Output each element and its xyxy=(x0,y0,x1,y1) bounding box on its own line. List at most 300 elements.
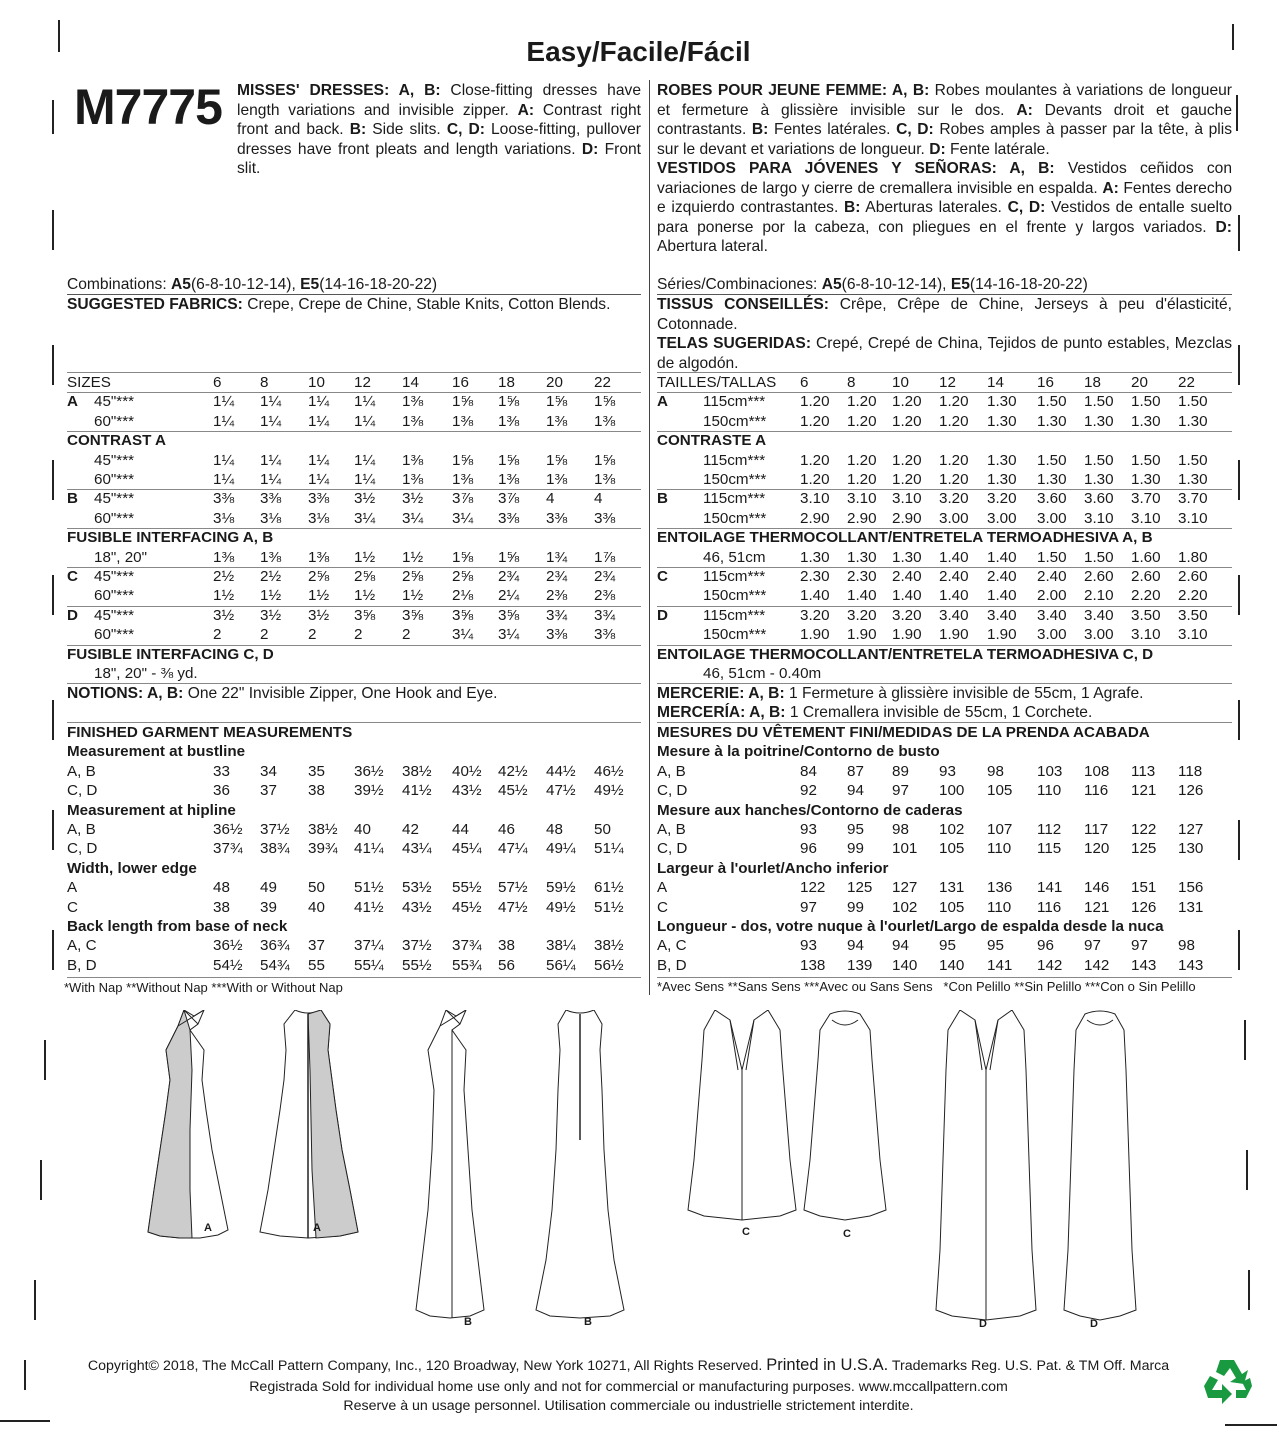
yardage-cell: 1.40 xyxy=(987,548,1017,566)
fabric-width-label: 115cm*** xyxy=(703,393,766,411)
measurement-cell: 48 xyxy=(546,821,563,838)
yardage-cell: 1.30 xyxy=(1131,412,1161,430)
measurement-cell: 107 xyxy=(987,821,1013,838)
measurement-cell: 105 xyxy=(987,782,1013,800)
yardage-cell: 2½ xyxy=(260,568,282,585)
measurement-cell: 38 xyxy=(213,898,230,916)
measurement-cell: 92 xyxy=(800,782,817,800)
notions-en: NOTIONS: A, B: One 22" Invisible Zipper, One Hook and Eye. xyxy=(67,685,498,702)
measurement-row xyxy=(67,859,641,879)
yardage-cell: 1.20 xyxy=(939,393,969,411)
measurement-cell: 42½ xyxy=(498,762,528,780)
measurement-cell: 101 xyxy=(892,840,918,858)
notions-fr: MERCERIE: A, B: 1 Fermeture à glissière invisible de 55cm, 1 Agrafe. xyxy=(657,685,1144,702)
measurement-cell: 38 xyxy=(498,937,515,955)
measurement-cell: 151 xyxy=(1131,879,1157,897)
yardage-cell: 2.40 xyxy=(892,568,922,585)
fabric-width-label: 45"*** xyxy=(94,606,135,624)
combinations-fr: Séries/Combinaciones: A5(6-8-10-12-14), E5(14-16-18-20-22) xyxy=(657,276,1088,293)
view-letter: A xyxy=(67,393,78,411)
yardage-cell: 1.60 xyxy=(1131,548,1161,566)
yardage-cell: 3.10 xyxy=(1084,509,1114,527)
table-row xyxy=(67,431,641,451)
yardage-cell: 2.60 xyxy=(1084,568,1114,585)
fabric-width-label: 60"*** xyxy=(94,471,135,488)
yardage-cell: 2.00 xyxy=(1037,587,1067,605)
yardage-cell: 1⅜ xyxy=(594,412,616,430)
size-column-header: 6 xyxy=(213,374,222,391)
table-row xyxy=(657,548,1232,568)
measurement-cell: 97 xyxy=(800,898,817,916)
table-row xyxy=(657,509,1232,529)
fabric-width-label: 115cm*** xyxy=(703,451,766,469)
measurement-cell: 138 xyxy=(800,956,826,974)
view-label: A xyxy=(204,1222,212,1234)
measurement-cell: 99 xyxy=(847,840,864,858)
fabrics-en: SUGGESTED FABRICS: Crepe, Crepe de Chine, Stable Knits, Cotton Blends. xyxy=(67,296,611,313)
yardage-cell: 2.90 xyxy=(892,509,922,527)
yardage-cell: 1.20 xyxy=(939,471,969,488)
measurement-cell: 47½ xyxy=(498,898,528,916)
measurement-row xyxy=(67,936,641,956)
yardage-cell: 1½ xyxy=(308,587,330,605)
yardage-cell: 2¾ xyxy=(498,568,520,585)
measurement-view-label: A, C xyxy=(657,937,687,955)
yardage-cell: 1.20 xyxy=(939,451,969,469)
measurement-cell: 98 xyxy=(987,762,1004,780)
yardage-cell: 3⅜ xyxy=(594,509,616,527)
measurement-cell: 46 xyxy=(498,821,515,838)
yardage-cell: 1.50 xyxy=(1131,393,1161,411)
yardage-cell: 1.20 xyxy=(939,412,969,430)
measurement-row xyxy=(657,936,1232,956)
yardage-cell: 1.30 xyxy=(1178,471,1208,488)
measurement-cell: 99 xyxy=(847,898,864,916)
yardage-cell: 3.10 xyxy=(800,490,830,508)
yardage-cell: 3¼ xyxy=(452,626,474,644)
yardage-cell: 2 xyxy=(213,626,222,644)
yardage-cell: 3⅜ xyxy=(594,626,616,644)
measurement-heading: Mesure à la poitrine/Contorno de busto xyxy=(657,743,940,761)
view-label: B xyxy=(464,1316,472,1328)
fabric-width-label: 45"*** xyxy=(94,568,135,585)
measurement-row xyxy=(657,878,1232,898)
measurement-cell: 118 xyxy=(1178,762,1203,780)
measurement-heading: Measurement at hipline xyxy=(67,801,236,819)
measurement-cell: 36½ xyxy=(354,762,384,780)
yardage-cell: 1¼ xyxy=(260,451,282,469)
table-row xyxy=(657,645,1232,665)
yardage-cell: 2¼ xyxy=(498,587,520,605)
view-label: A xyxy=(313,1222,321,1234)
measurement-cell: 84 xyxy=(800,762,817,780)
yardage-cell: 2.90 xyxy=(800,509,830,527)
yardage-cell: 3¼ xyxy=(402,509,424,527)
yardage-cell: 3.20 xyxy=(892,606,922,624)
yardage-cell: 3½ xyxy=(213,606,235,624)
yardage-cell: 1.90 xyxy=(847,626,877,644)
yardage-cell: 1.30 xyxy=(1084,412,1114,430)
yardage-cell: 3.20 xyxy=(939,490,969,508)
yardage-cell: 3⅝ xyxy=(354,606,376,624)
yardage-cell: 3.00 xyxy=(939,509,969,527)
yardage-cell: 3¾ xyxy=(546,606,568,624)
yardage-cell: 1.30 xyxy=(1037,412,1067,430)
yardage-cell: 1.90 xyxy=(800,626,830,644)
yardage-cell: 2⅜ xyxy=(594,587,616,605)
measurement-cell: 51½ xyxy=(594,898,624,916)
measurement-cell: 96 xyxy=(1037,937,1054,955)
yardage-cell: 3⅛ xyxy=(308,509,330,527)
size-column-header: 12 xyxy=(354,374,371,391)
measurement-cell: 38¾ xyxy=(260,840,290,858)
yardage-cell: 3.50 xyxy=(1131,606,1161,624)
table-row xyxy=(657,470,1232,490)
measurement-heading: Mesure aux hanches/Contorno de caderas xyxy=(657,801,963,819)
measurement-cell: 156 xyxy=(1178,879,1204,897)
yardage-cell: 1⅜ xyxy=(308,548,330,566)
yardage-cell: 3¼ xyxy=(498,626,520,644)
measurement-cell: 37 xyxy=(308,937,325,955)
measurement-cell: 36 xyxy=(213,782,230,800)
yardage-cell: 1.50 xyxy=(1037,393,1067,411)
table-section-heading: FUSIBLE INTERFACING C, D xyxy=(67,645,274,663)
yardage-cell: 1.40 xyxy=(939,548,969,566)
copyright-line-1: Copyright© 2018, The McCall Pattern Company, Inc., 120 Broadway, New York 10271, All Rights Reserved. Printed in U.S.A. Trademarks Reg. U.S. Pat. & TM Off. Marca xyxy=(87,1356,1170,1374)
yardage-cell: 2.30 xyxy=(800,568,830,585)
yardage-cell: 1.50 xyxy=(1084,451,1114,469)
measurement-cell: 108 xyxy=(1084,762,1110,780)
yardage-cell: 1⅜ xyxy=(452,471,474,488)
measurement-cell: 110 xyxy=(987,898,1012,916)
size-column-header: 18 xyxy=(498,374,515,391)
yardage-cell: 2.90 xyxy=(847,509,877,527)
measurement-view-label: C, D xyxy=(657,840,688,858)
yardage-cell: 1⅝ xyxy=(546,393,568,411)
view-letter: D xyxy=(67,606,78,624)
yardage-cell: 1.30 xyxy=(1037,471,1067,488)
yardage-cell: 1.30 xyxy=(1084,471,1114,488)
fabric-width-label: 18", 20" xyxy=(94,548,148,566)
yardage-cell: 1.20 xyxy=(800,393,830,411)
measurement-cell: 40 xyxy=(354,821,371,838)
yardage-cell: 1⅝ xyxy=(594,393,616,411)
measurement-cell: 117 xyxy=(1084,821,1109,838)
yardage-cell: 1¼ xyxy=(213,451,235,469)
yardage-cell: 3⅜ xyxy=(213,490,235,508)
yardage-cell: 1⅝ xyxy=(452,451,474,469)
measurement-row xyxy=(657,859,1232,879)
yardage-cell: 3.10 xyxy=(1178,509,1208,527)
measurement-row xyxy=(67,839,641,859)
measurement-view-label: A xyxy=(657,879,668,897)
measurement-cell: 39½ xyxy=(354,782,384,800)
measurement-cell: 122 xyxy=(800,879,826,897)
yardage-cell: 3½ xyxy=(354,490,376,508)
measurement-cell: 38½ xyxy=(308,821,338,838)
measurement-cell: 44 xyxy=(452,821,469,838)
yardage-cell: 3.40 xyxy=(939,606,969,624)
measurement-row xyxy=(657,839,1232,859)
yardage-cell: 2 xyxy=(402,626,411,644)
yardage-cell: 1.30 xyxy=(987,393,1017,411)
yardage-cell: 3⅝ xyxy=(452,606,474,624)
measurement-cell: 37¾ xyxy=(452,937,482,955)
measurement-cell: 97 xyxy=(1084,937,1101,955)
table-row xyxy=(67,606,641,626)
column-divider xyxy=(649,80,650,995)
yardage-cell: 1.20 xyxy=(847,393,877,411)
yardage-cell: 3⅛ xyxy=(213,509,235,527)
size-column-header: 14 xyxy=(987,374,1004,391)
view-letter: D xyxy=(657,606,668,624)
yardage-cell: 3.50 xyxy=(1178,606,1208,624)
yardage-cell: 1.20 xyxy=(892,412,922,430)
measurement-heading: Longueur - dos, votre nuque à l'ourlet/Largo de espalda desde la nuca xyxy=(657,918,1164,935)
fabric-width-label: 60"*** xyxy=(94,412,135,430)
measurement-cell: 50 xyxy=(594,821,611,838)
yardage-cell: 3⅜ xyxy=(546,626,568,644)
yardage-cell: 3⅜ xyxy=(308,490,330,508)
measurement-cell: 38½ xyxy=(402,762,432,780)
yardage-cell: 1½ xyxy=(402,587,424,605)
fabric-width-label: 150cm*** xyxy=(703,412,767,430)
measurement-cell: 142 xyxy=(1084,956,1110,974)
yardage-cell: 1⅜ xyxy=(546,412,568,430)
measurement-cell: 56½ xyxy=(594,956,624,974)
yardage-cell: 2.60 xyxy=(1178,568,1208,585)
measurement-cell: 97 xyxy=(1131,937,1148,955)
measurement-cell: 53½ xyxy=(402,879,432,897)
measurement-heading: Width, lower edge xyxy=(67,859,197,877)
measurement-cell: 36½ xyxy=(213,937,243,955)
yardage-cell: 1.90 xyxy=(939,626,969,644)
fabric-width-label: 60"*** xyxy=(94,509,135,527)
measurements-title: MESURES DU VÊTEMENT FINI/MEDIDAS DE LA PRENDA ACABADA xyxy=(657,724,1150,741)
yardage-cell: 1⅜ xyxy=(498,471,520,488)
yardage-cell: 1.50 xyxy=(1131,451,1161,469)
measurement-cell: 98 xyxy=(1178,937,1195,955)
yardage-cell: 2⅝ xyxy=(308,568,330,585)
table-rule xyxy=(67,977,641,978)
fabrics-es: TELAS SUGERIDAS: Crepé, Crepé de China, Tejidos de punto estables, Mezclas de algodón. xyxy=(657,335,1232,372)
measurement-row xyxy=(657,820,1232,840)
view-b-front-drawing xyxy=(416,1010,484,1318)
view-c-front-drawing xyxy=(688,1010,796,1220)
measurement-cell: 50 xyxy=(308,879,325,897)
measurement-view-label: A, B xyxy=(657,762,686,780)
yardage-cell: 3.00 xyxy=(1037,626,1067,644)
yardage-cell: 1⅝ xyxy=(452,548,474,566)
measurement-cell: 95 xyxy=(939,937,956,955)
yardage-cell: 1⅝ xyxy=(594,451,616,469)
measurement-cell: 122 xyxy=(1131,821,1157,838)
yardage-cell: 2 xyxy=(260,626,269,644)
yardage-cell: 3.40 xyxy=(1037,606,1067,624)
table-row xyxy=(67,664,641,684)
yardage-cell: 2⅝ xyxy=(402,568,424,585)
yardage-cell: 2.60 xyxy=(1131,568,1161,585)
measurement-cell: 40 xyxy=(308,898,325,916)
measurement-view-label: B, D xyxy=(657,956,687,974)
yardage-cell: 1¾ xyxy=(546,548,568,566)
yardage-cell: 1⅝ xyxy=(546,451,568,469)
measurement-cell: 41½ xyxy=(402,782,432,800)
measurement-row xyxy=(67,820,641,840)
view-a-back-drawing xyxy=(260,1010,358,1238)
table-row xyxy=(67,567,641,587)
measurement-row xyxy=(67,762,641,782)
yardage-cell: 2¾ xyxy=(594,568,616,585)
measurement-cell: 51½ xyxy=(354,879,384,897)
measurement-cell: 57½ xyxy=(498,879,528,897)
measurement-row xyxy=(657,801,1232,821)
measurement-cell: 47¼ xyxy=(498,840,528,858)
yardage-cell: 1¼ xyxy=(260,412,282,430)
size-column-header: 20 xyxy=(1131,374,1148,391)
combinations-en: Combinations: A5(6-8-10-12-14), E5(14-16-18-20-22) xyxy=(67,276,438,293)
view-letter: C xyxy=(657,568,668,585)
yardage-cell: 3¼ xyxy=(354,509,376,527)
yardage-cell: 3.60 xyxy=(1037,490,1067,508)
yardage-cell: 2.40 xyxy=(987,568,1017,585)
measurement-cell: 115 xyxy=(1037,840,1062,858)
table-section-heading: FUSIBLE INTERFACING A, B xyxy=(67,529,274,547)
table-row xyxy=(67,489,641,509)
view-c-back-drawing xyxy=(804,1011,886,1220)
yardage-cell: 1.90 xyxy=(892,626,922,644)
yardage-cell: 1¼ xyxy=(213,412,235,430)
size-column-header: 20 xyxy=(546,374,563,391)
size-column-header: 22 xyxy=(594,374,611,391)
yardage-cell: 1½ xyxy=(213,587,235,605)
measurement-row xyxy=(657,898,1232,918)
measurement-cell: 141 xyxy=(1037,879,1063,897)
description-en: MISSES' DRESSES: A, B: Close-fitting dresses have length variations and invisible zipper. A: Contrast right front and back. B: Side slits. C, D: Loose-fitting, pullover dresses have front pleats and length variations. D: Front slit. xyxy=(237,82,641,177)
yardage-cell: 1¼ xyxy=(260,471,282,488)
view-label: D xyxy=(979,1318,987,1330)
yardage-cell: 3.20 xyxy=(847,606,877,624)
view-label: D xyxy=(1090,1318,1098,1330)
yardage-cell: 1⅜ xyxy=(498,412,520,430)
table-row xyxy=(657,625,1232,645)
yardage-cell: 3⅞ xyxy=(498,490,520,508)
measurement-cell: 126 xyxy=(1178,782,1204,800)
sizes-header-row xyxy=(67,373,641,393)
fabric-width-label: 46, 51cm xyxy=(703,548,766,566)
view-letter: B xyxy=(67,490,78,508)
yardage-cell: 3⅜ xyxy=(260,490,282,508)
yardage-cell: 2¾ xyxy=(546,568,568,585)
table-row xyxy=(657,431,1232,451)
measurement-cell: 47½ xyxy=(546,782,576,800)
table-row xyxy=(67,451,641,471)
yardage-cell: 1.30 xyxy=(987,412,1017,430)
fabric-width-label: 115cm*** xyxy=(703,568,766,585)
yardage-cell: 1⅜ xyxy=(402,471,424,488)
measurement-view-label: A, C xyxy=(67,937,97,955)
yardage-cell: 1.90 xyxy=(987,626,1017,644)
footnote-fr: *Avec Sens **Sans Sens ***Avec ou Sans Sens *Con Pelillo **Sin Pelillo ***Con o Sin Pelillo xyxy=(657,979,1196,994)
measurement-cell: 121 xyxy=(1131,782,1157,800)
table-text-row: 46, 51cm - 0.40m xyxy=(703,665,822,682)
yardage-cell: 1.30 xyxy=(847,548,877,566)
yardage-cell: 1.50 xyxy=(1178,393,1208,411)
yardage-cell: 1.30 xyxy=(1178,412,1208,430)
measurement-view-label: C xyxy=(67,898,78,916)
table-row xyxy=(67,528,641,548)
yardage-cell: 1⅝ xyxy=(498,548,520,566)
measurement-cell: 110 xyxy=(987,840,1012,858)
yardage-cell: 1¼ xyxy=(308,412,330,430)
measurements-title: FINISHED GARMENT MEASUREMENTS xyxy=(67,724,353,741)
size-column-header: 10 xyxy=(892,374,909,391)
measurement-cell: 139 xyxy=(847,956,873,974)
measurement-cell: 142 xyxy=(1037,956,1063,974)
measurement-row xyxy=(67,878,641,898)
measurement-cell: 143 xyxy=(1131,956,1157,974)
yardage-cell: 2.40 xyxy=(1037,568,1067,585)
yardage-cell: 1.40 xyxy=(939,587,969,605)
table-row xyxy=(657,664,1232,684)
yardage-cell: 1.80 xyxy=(1178,548,1208,566)
measurement-cell: 39 xyxy=(260,898,277,916)
yardage-cell: 1¼ xyxy=(354,471,376,488)
copyright-line-3: Reserve à un usage personnel. Utilisation commerciale ou industrielle strictement interdite. xyxy=(343,1398,914,1414)
size-column-header: 8 xyxy=(847,374,856,391)
yardage-cell: 3.00 xyxy=(987,509,1017,527)
measurement-row xyxy=(657,742,1232,762)
fabric-width-label: 115cm*** xyxy=(703,490,766,508)
view-label: B xyxy=(584,1316,592,1328)
yardage-cell: 2 xyxy=(308,626,317,644)
yardage-cell: 1.20 xyxy=(892,393,922,411)
yardage-cell: 4 xyxy=(594,490,603,508)
measurement-cell: 87 xyxy=(847,762,864,780)
pattern-number: M7775 xyxy=(74,79,222,135)
garment-illustrations xyxy=(140,1010,1150,1340)
yardage-cell: 2.30 xyxy=(847,568,877,585)
measurement-cell: 56 xyxy=(498,956,515,974)
measurement-row xyxy=(67,898,641,918)
measurement-view-label: A xyxy=(67,879,78,897)
fabric-width-label: 60"*** xyxy=(94,626,135,644)
yardage-cell: 1⅝ xyxy=(498,393,520,411)
table-section-heading: CONTRASTE A xyxy=(657,432,767,450)
yardage-cell: 3.10 xyxy=(1131,626,1161,644)
yardage-cell: 1⅜ xyxy=(546,471,568,488)
table-row xyxy=(657,606,1232,626)
measurement-cell: 98 xyxy=(892,821,909,838)
measurement-cell: 46½ xyxy=(594,762,624,780)
yardage-cell: 1.20 xyxy=(847,471,877,488)
measurement-cell: 127 xyxy=(1178,821,1204,838)
yardage-cell: 3½ xyxy=(308,606,330,624)
yardage-cell: 1¼ xyxy=(308,471,330,488)
size-column-header: 12 xyxy=(939,374,956,391)
measurement-cell: 37¾ xyxy=(213,840,243,858)
size-column-header: 16 xyxy=(452,374,469,391)
yardage-cell: 1.40 xyxy=(800,587,830,605)
yardage-cell: 1.50 xyxy=(1084,393,1114,411)
table-section-heading: ENTOILAGE THERMOCOLLANT/ENTRETELA TERMOADHESIVA C, D xyxy=(657,645,1154,663)
table-row xyxy=(67,625,641,645)
measurement-heading: Measurement at bustline xyxy=(67,743,246,761)
measurement-cell: 125 xyxy=(847,879,873,897)
yardage-cell: 3⅝ xyxy=(498,606,520,624)
measurement-cell: 34 xyxy=(260,762,277,780)
yardage-cell: 3.00 xyxy=(1084,626,1114,644)
